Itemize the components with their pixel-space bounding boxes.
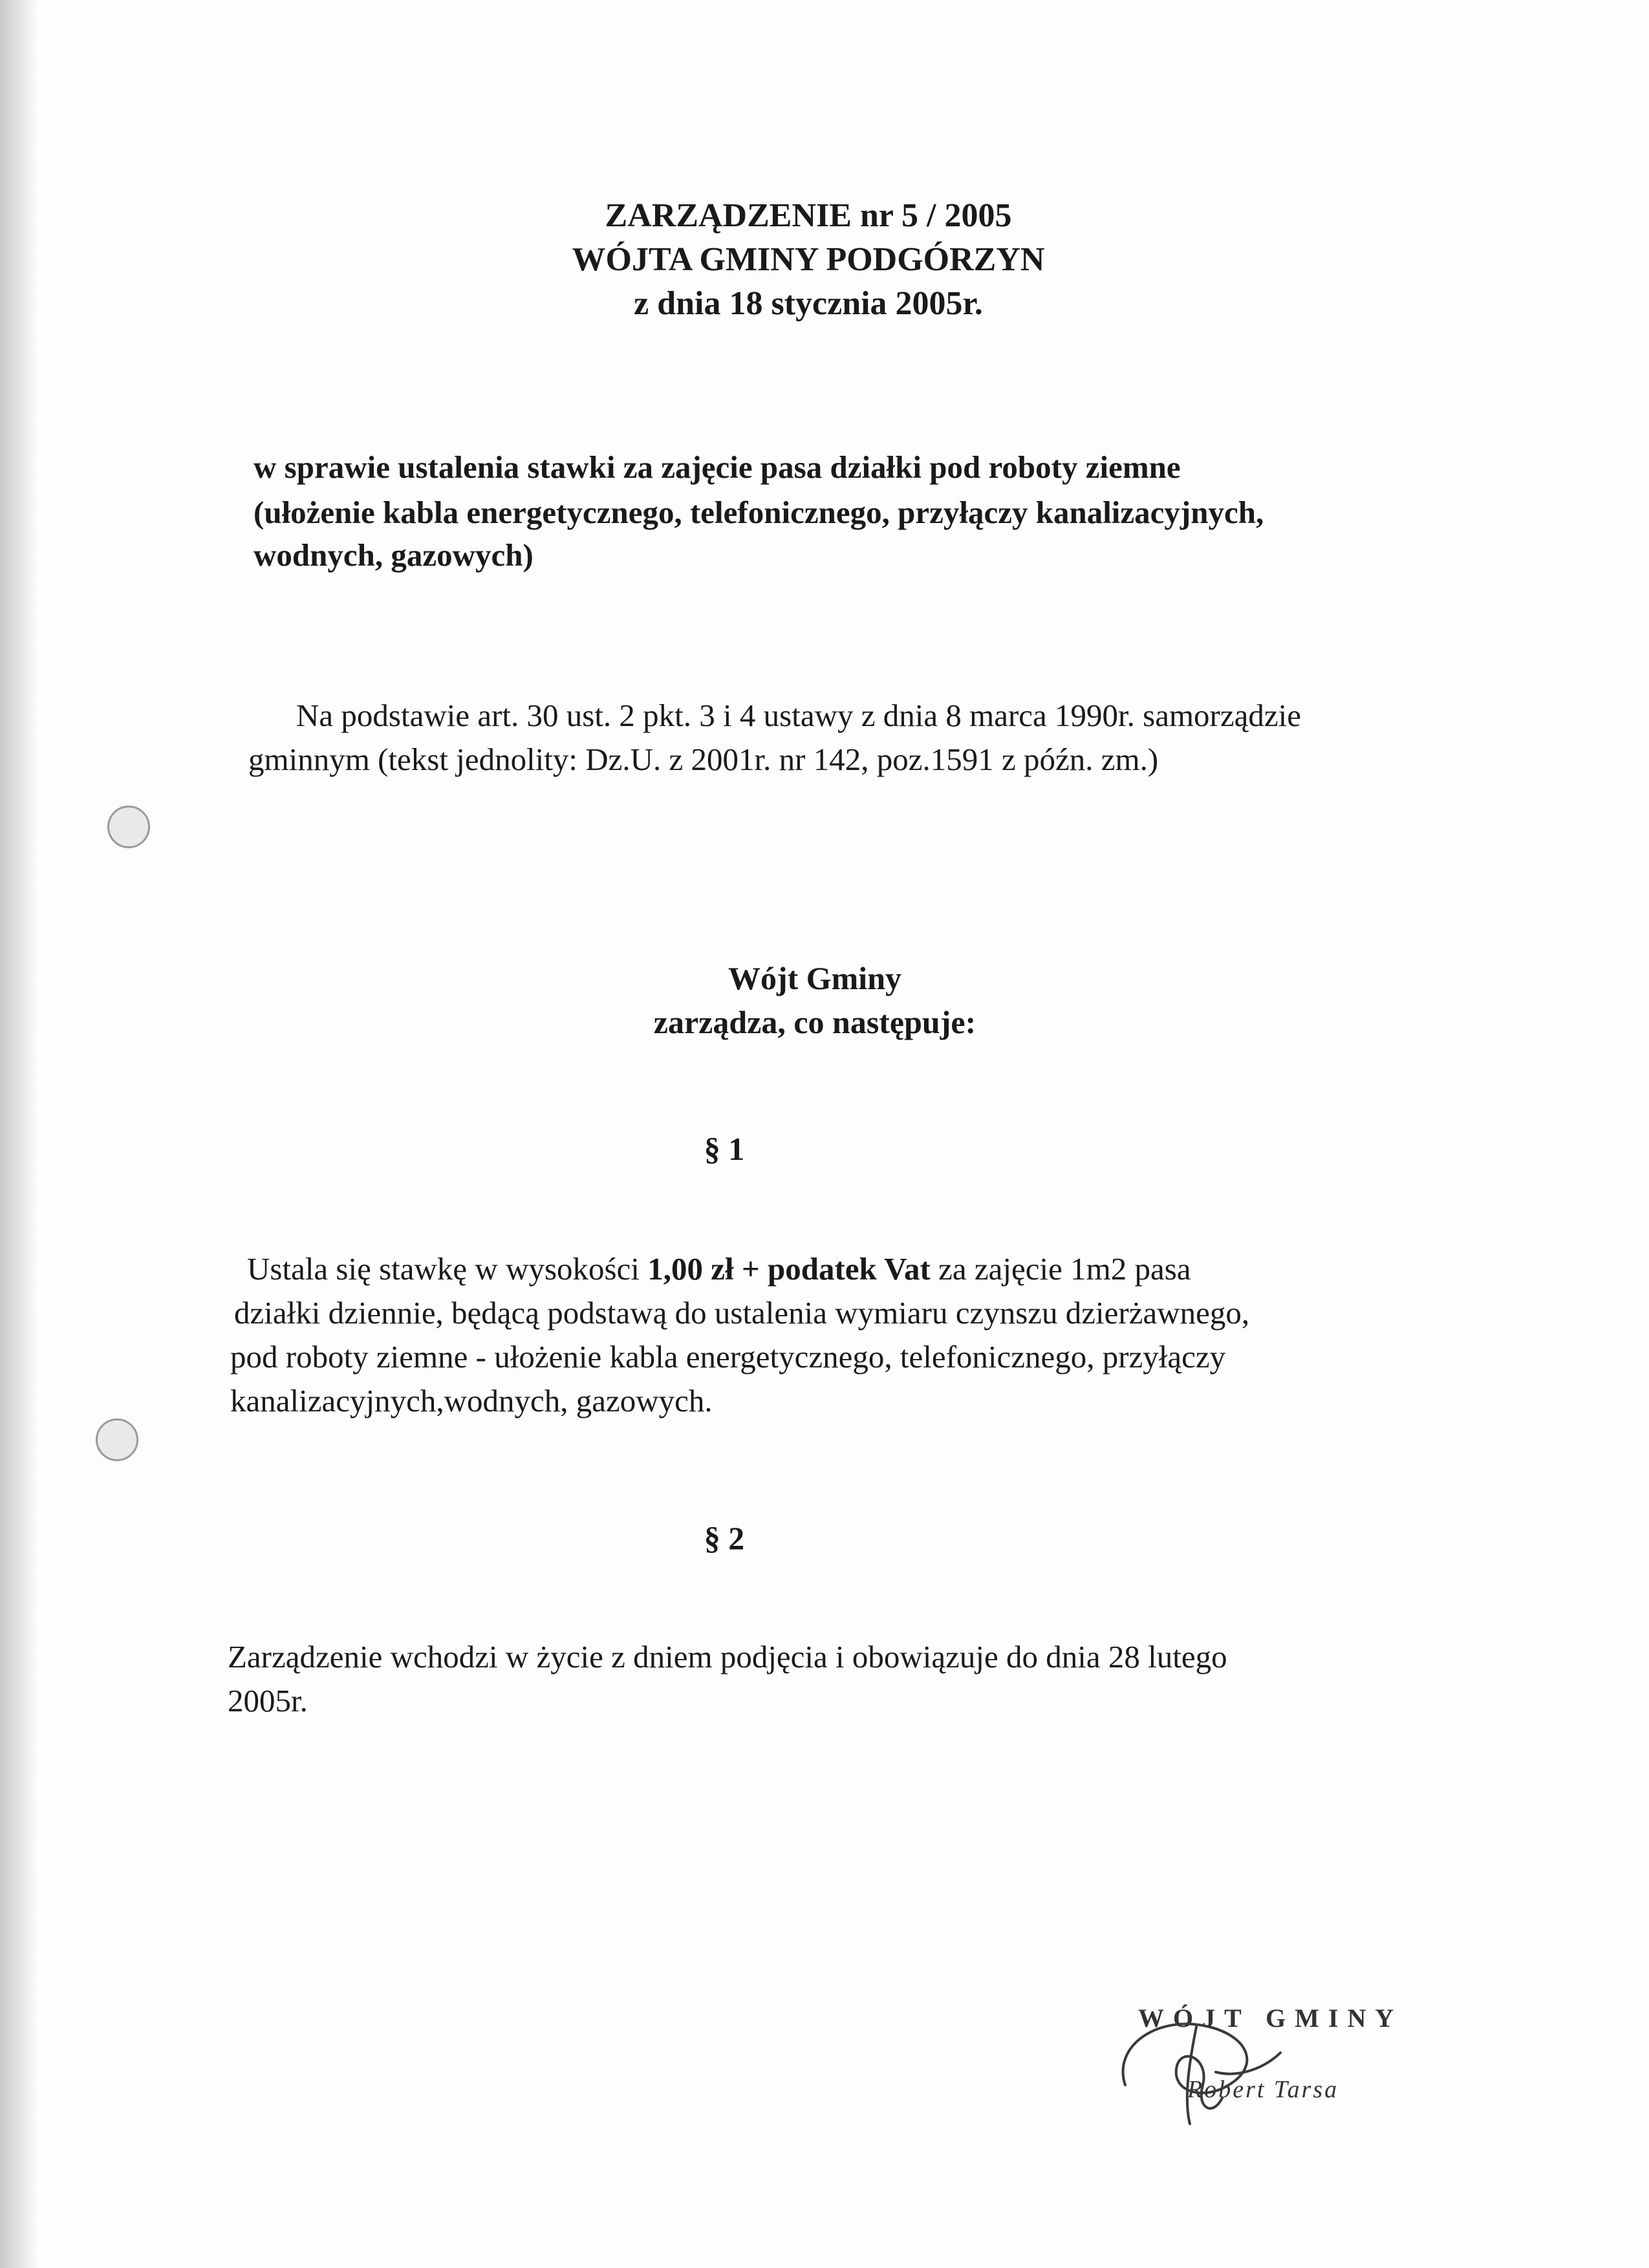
legal-basis-line: gminnym (tekst jednolity: Dz.U. z 2001r. nr 142, poz.1591 z późn. zm.) — [248, 742, 1159, 777]
subject-line: wodnych, gazowych) — [253, 537, 534, 573]
section1-line: pod roboty ziemne - ułożenie kabla energetycznego, telefonicznego, przyłączy — [230, 1339, 1226, 1375]
section1-text: Ustala się stawkę w wysokości — [247, 1251, 648, 1287]
decree-statement: zarządza, co następuje: — [653, 1004, 976, 1040]
punch-hole-icon — [107, 806, 150, 848]
subject-line: w sprawie ustalenia stawki za zajęcie pasa działki pod roboty ziemne — [253, 449, 1181, 485]
rate-amount: 1,00 zł + podatek Vat — [647, 1251, 931, 1287]
section2-line: 2005r. — [228, 1683, 308, 1718]
document-date: z dnia 18 stycznia 2005r. — [634, 285, 983, 322]
punch-hole-icon — [96, 1418, 138, 1461]
section1-line — [247, 1248, 1191, 1290]
section1-text: za zajęcie 1m2 pasa — [930, 1251, 1191, 1287]
stamp-title: WÓJT GMINY — [1138, 2004, 1403, 2033]
section-heading: § 2 — [704, 1520, 745, 1556]
stamp-name: Robert Tarsa — [1187, 2076, 1339, 2103]
decree-authority: Wójt Gminy — [727, 960, 902, 996]
section1-line: działki dziennie, będącą podstawą do ustalenia wymiaru czynszu dzierżawnego, — [234, 1295, 1250, 1331]
document-title: ZARZĄDZENIE nr 5 / 2005 — [605, 197, 1012, 234]
document-issuer: WÓJTA GMINY PODGÓRZYN — [572, 241, 1045, 278]
section2-line: Zarządzenie wchodzi w życie z dniem podjęcia i obowiązuje do dnia 28 lutego — [228, 1639, 1227, 1674]
scan-edge-shadow — [0, 0, 38, 2268]
legal-basis-line: Na podstawie art. 30 ust. 2 pkt. 3 i 4 ustawy z dnia 8 marca 1990r. samorządzie — [296, 698, 1301, 733]
subject-line: (ułożenie kabla energetycznego, telefonicznego, przyłączy kanalizacyjnych, — [253, 495, 1264, 530]
section-heading: § 1 — [704, 1131, 745, 1167]
section1-line: kanalizacyjnych,wodnych, gazowych. — [230, 1383, 713, 1418]
signature-icon — [1099, 1988, 1293, 2130]
